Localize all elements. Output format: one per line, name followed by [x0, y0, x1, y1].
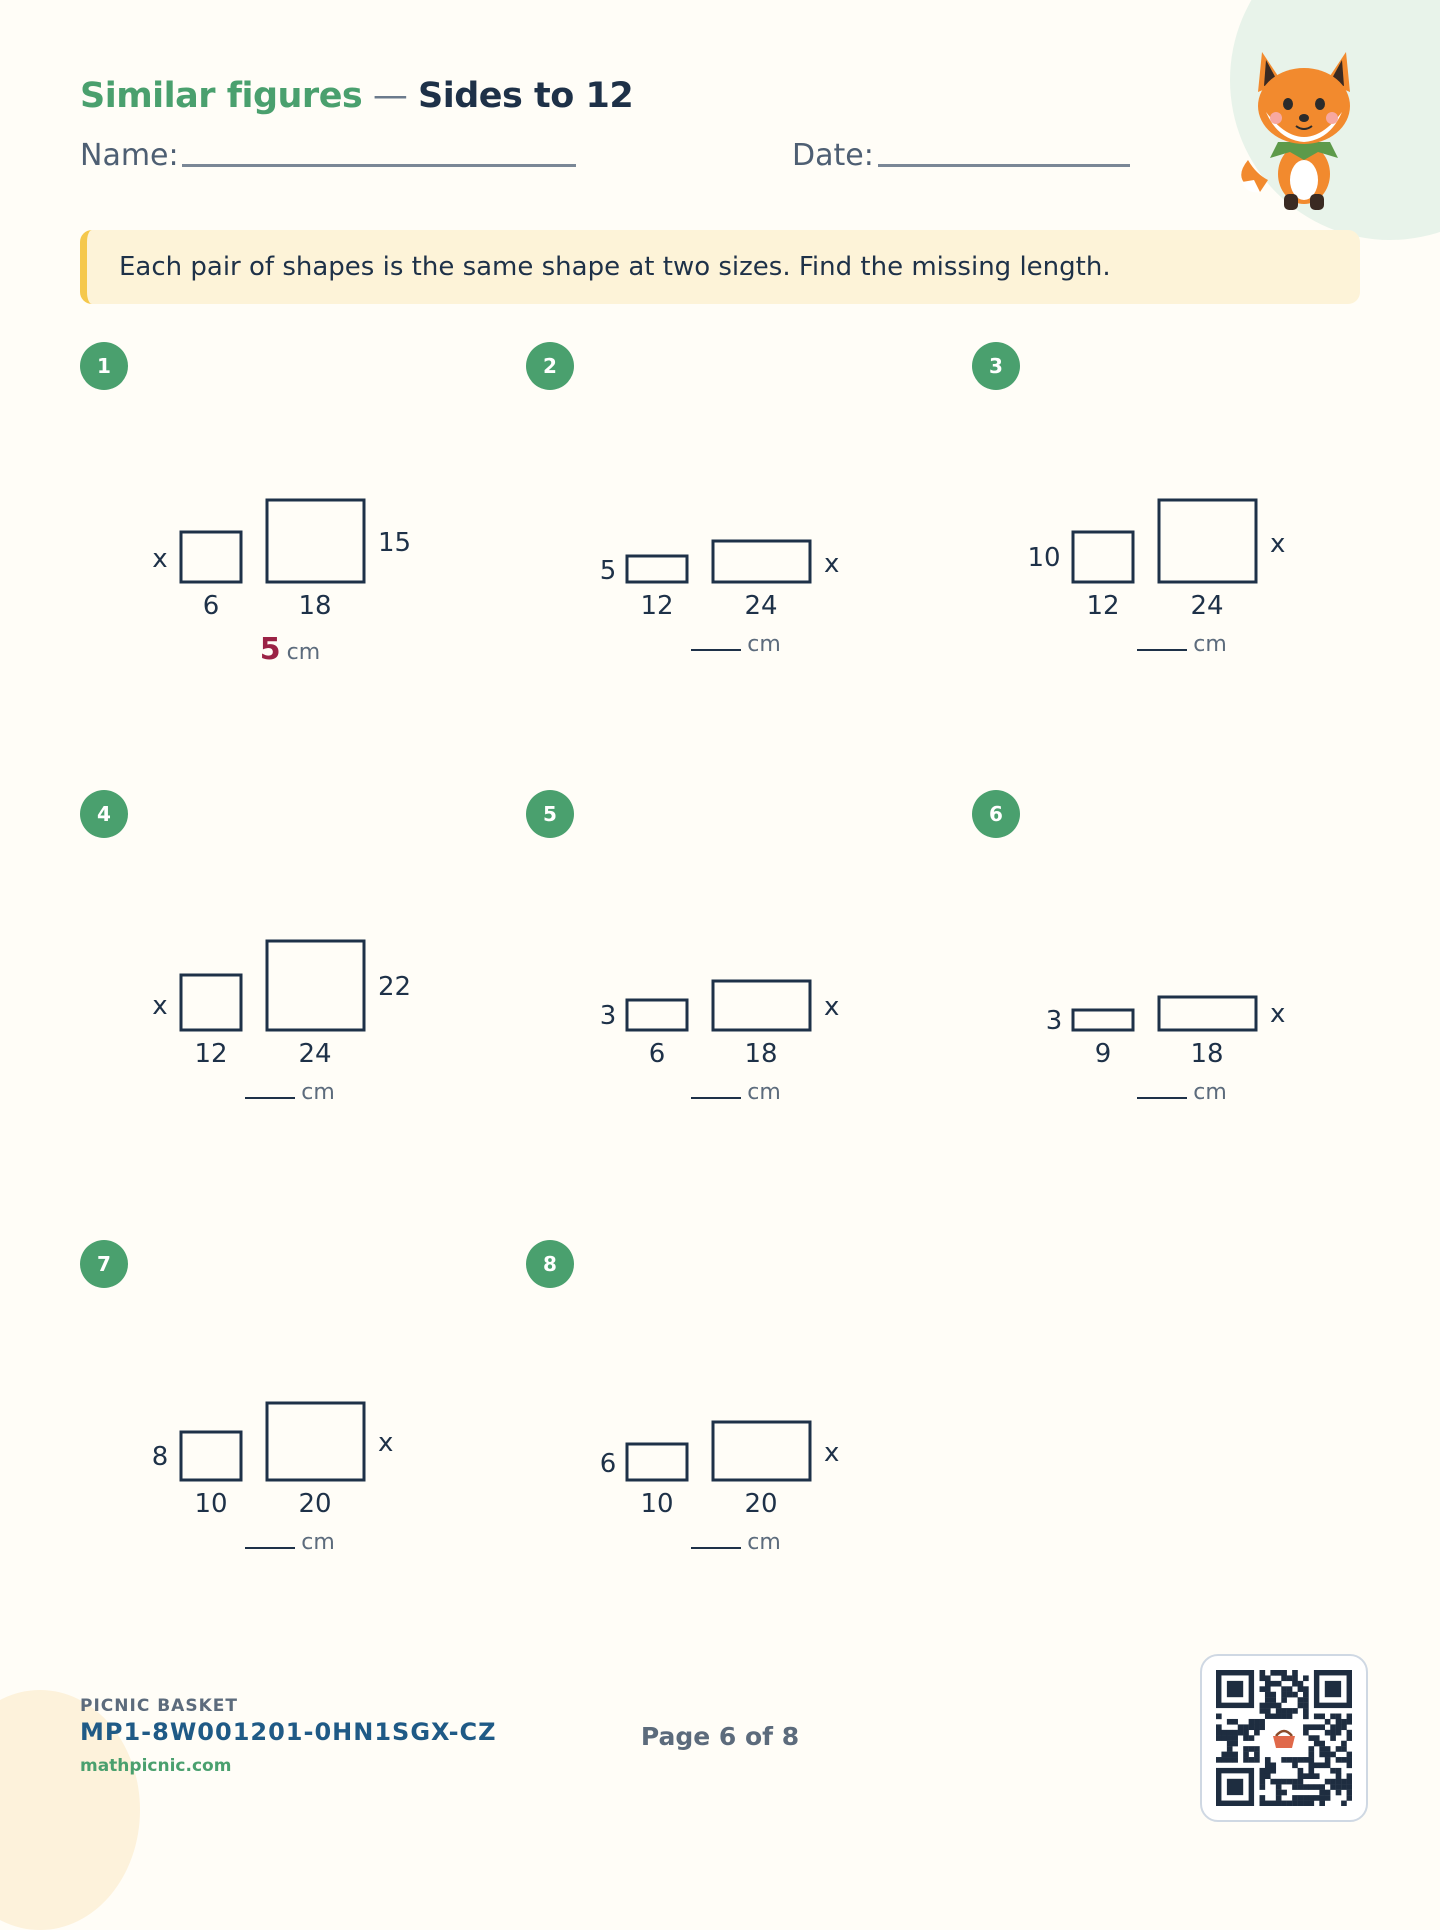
- small-base-label: 9: [1094, 1039, 1112, 1069]
- problem-number-badge: 3: [972, 342, 1020, 390]
- large-figure: [1159, 500, 1256, 582]
- page-number: Page 6 of 8: [640, 1722, 800, 1751]
- small-side-label: 8: [151, 1442, 169, 1472]
- large-base-label: 24: [744, 591, 778, 621]
- large-base-label: 18: [744, 1039, 778, 1069]
- small-base-label: 6: [202, 591, 220, 621]
- large-side-label: x: [1270, 529, 1286, 559]
- small-base-label: 12: [640, 591, 674, 621]
- page-title: [80, 76, 633, 116]
- large-figure: [713, 541, 810, 582]
- answer-unit: cm: [747, 1080, 781, 1105]
- large-side-label: x: [824, 1438, 840, 1468]
- answer-blank[interactable]: [245, 1096, 295, 1099]
- answer-blank[interactable]: [245, 1546, 295, 1549]
- fox-mascot-icon: [1238, 42, 1368, 214]
- small-figure: [627, 1000, 687, 1030]
- small-base-label: 10: [194, 1489, 228, 1519]
- problem-number-badge: 4: [80, 790, 128, 838]
- large-figure: [713, 981, 810, 1030]
- large-side-label: 22: [378, 972, 412, 1002]
- large-base-label: 20: [298, 1489, 332, 1519]
- small-side-label: 10: [1027, 543, 1061, 573]
- small-base-label: 12: [194, 1039, 228, 1069]
- title-subtopic: Sides to 12: [418, 76, 634, 116]
- instruction-text: Each pair of shapes is the same shape at two sizes. Find the missing length.: [119, 252, 1111, 282]
- footer-site-link[interactable]: mathpicnic.com: [80, 1756, 232, 1776]
- problem-2: [526, 342, 946, 702]
- problem-4: [80, 790, 500, 1150]
- answer-unit: cm: [1193, 1080, 1227, 1105]
- large-figure: [267, 500, 364, 582]
- large-base-label: 18: [298, 591, 332, 621]
- large-figure: [1159, 997, 1256, 1030]
- small-side-label: 3: [599, 1001, 617, 1031]
- answer-value: 5: [259, 632, 281, 667]
- problem-8: [526, 1240, 946, 1600]
- answer-line: [526, 1530, 946, 1555]
- small-figure: [627, 556, 687, 582]
- small-side-label: x: [152, 991, 168, 1021]
- small-figure: [181, 532, 241, 582]
- problem-1: [80, 342, 500, 702]
- answer-blank[interactable]: [1137, 648, 1187, 651]
- picnic-basket-icon: [1265, 1719, 1303, 1757]
- answer-line: [972, 1080, 1392, 1105]
- small-figure: [1073, 532, 1133, 582]
- large-side-label: 15: [378, 528, 412, 558]
- problem-number-badge: 6: [972, 790, 1020, 838]
- small-side-label: 6: [599, 1449, 617, 1479]
- answer-line: [80, 1080, 500, 1105]
- answer-line: [526, 1080, 946, 1105]
- date-label: Date:: [792, 138, 874, 173]
- qr-code: [1200, 1654, 1368, 1822]
- small-side-label: x: [152, 544, 168, 574]
- small-base-label: 12: [1086, 591, 1120, 621]
- problem-7: [80, 1240, 500, 1600]
- small-figure: [627, 1444, 687, 1480]
- small-side-label: 5: [599, 556, 617, 586]
- large-base-label: 18: [1190, 1039, 1224, 1069]
- small-base-label: 10: [640, 1489, 674, 1519]
- large-base-label: 20: [744, 1489, 778, 1519]
- answer-unit: cm: [1193, 632, 1227, 657]
- answer-blank[interactable]: [691, 1096, 741, 1099]
- worksheet-code: MP1-8W001201-0HN1SGX-CZ: [80, 1718, 497, 1746]
- problem-3: [972, 342, 1392, 702]
- instruction-banner: [80, 230, 1360, 304]
- title-topic: Similar figures: [80, 76, 363, 116]
- large-base-label: 24: [298, 1039, 332, 1069]
- problem-number-badge: 8: [526, 1240, 574, 1288]
- answer-blank[interactable]: [1137, 1096, 1187, 1099]
- small-side-label: 3: [1045, 1006, 1063, 1036]
- small-figure: [181, 975, 241, 1030]
- answer-unit: cm: [747, 1530, 781, 1555]
- answer-blank[interactable]: [691, 648, 741, 651]
- problem-number-badge: 7: [80, 1240, 128, 1288]
- answer-unit: cm: [286, 640, 321, 665]
- problem-5: [526, 790, 946, 1150]
- answer-line: [80, 632, 500, 667]
- name-field[interactable]: [182, 164, 576, 167]
- large-figure: [267, 941, 364, 1030]
- problem-number-badge: 5: [526, 790, 574, 838]
- large-side-label: x: [378, 1428, 394, 1458]
- small-base-label: 6: [648, 1039, 666, 1069]
- answer-line: [80, 1530, 500, 1555]
- answer-blank[interactable]: [691, 1546, 741, 1549]
- answer-line: [526, 632, 946, 657]
- problem-number-badge: 1: [80, 342, 128, 390]
- small-figure: [1073, 1010, 1133, 1030]
- large-figure: [713, 1422, 810, 1480]
- answer-unit: cm: [301, 1530, 335, 1555]
- qr-code-icon: [1216, 1670, 1352, 1806]
- large-side-label: x: [1270, 999, 1286, 1029]
- footer-label: PICNIC BASKET: [80, 1696, 238, 1716]
- name-label: Name:: [80, 138, 179, 173]
- problem-number-badge: 2: [526, 342, 574, 390]
- answer-line: [972, 632, 1392, 657]
- title-separator: —: [362, 76, 419, 116]
- large-figure: [267, 1403, 364, 1480]
- large-base-label: 24: [1190, 591, 1224, 621]
- answer-unit: cm: [301, 1080, 335, 1105]
- answer-unit: cm: [747, 632, 781, 657]
- problem-6: [972, 790, 1392, 1150]
- date-field[interactable]: [878, 164, 1130, 167]
- large-side-label: x: [824, 992, 840, 1022]
- small-figure: [181, 1432, 241, 1480]
- large-side-label: x: [824, 549, 840, 579]
